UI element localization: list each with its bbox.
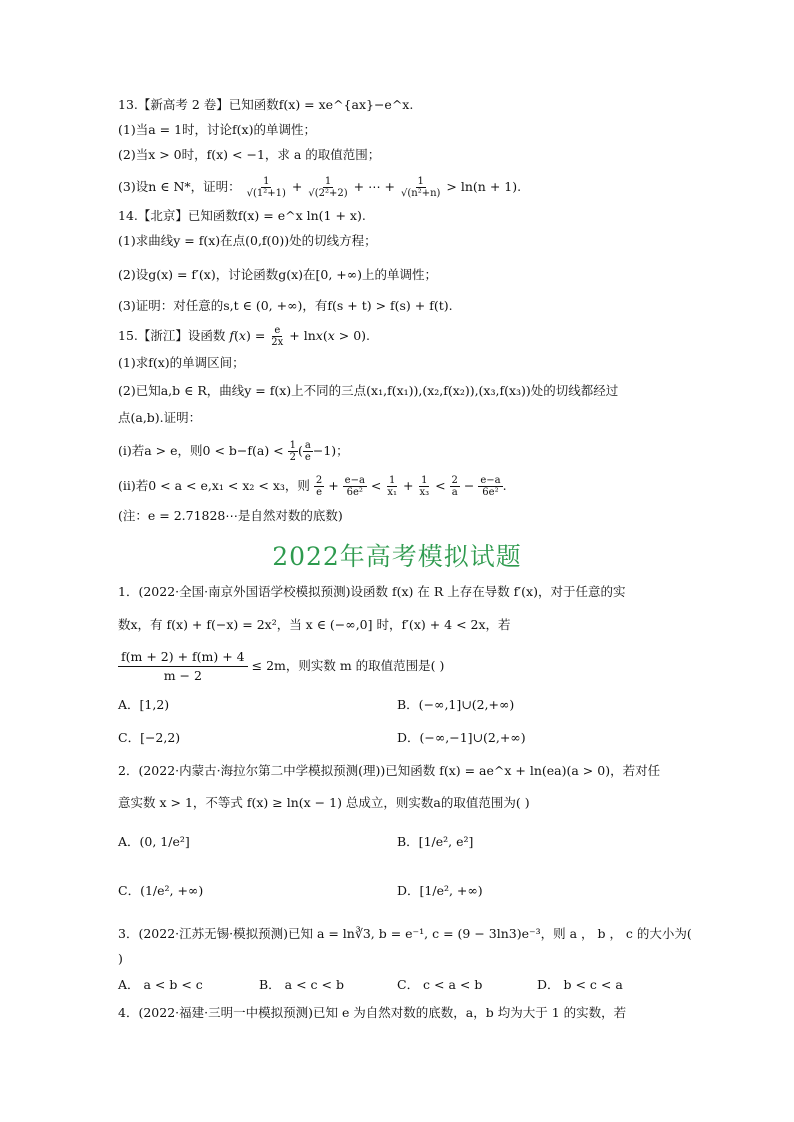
mock-q2-option-b: B．[1/e², e²] [397, 834, 474, 849]
fraction-1-over-x3: $\frac{1}{\text{x₃}}$ [419, 475, 430, 498]
fraction-e-minus-a: $\frac{e-a}{\text{6e²}}$ [344, 475, 365, 498]
problem-13-part-3: (3)设n ∈ N*，证明： $\frac{1}{\text{√(1²+1)}}$ + $\frac{1}{\text{√(2²+2)}}$ + ⋯ + $\frac{1}{\text{√(n²+n)}}$ > ln(n + 1). [118, 176, 522, 199]
mock-q2-line-1: 2．(2022·内蒙古·海拉尔第二中学模拟预测(理))已知函数 f(x) = ae^x + ln(ea)(a > 0)，若对任 [118, 763, 661, 778]
problem-14-title: 14.【北京】已知函数f(x) = e^x ln(1 + x). [118, 208, 366, 223]
problem-15-title-text: 15.【浙江】设函数 [118, 328, 226, 343]
problem-15-sub-ii: (ⅱ)若0 < a < e,x₁ < x₂ < x₃，则 $\frac{2}{e}$ + $\frac{e-a}{\text{6e²}}$ < $\frac{1}{\text{x₁}}$ + $\frac{1}{\text{x₃}}$ < $\frac{2}{a}$ − $\frac{e-a}{\text{6e²}}$ . [118, 475, 507, 498]
fraction-term-2: $\frac{1}{\text{√(2²+2)}}$ [308, 176, 348, 199]
section-title: 2022年高考模拟试题 [272, 542, 522, 571]
problem-13-part-2: (2)当x > 0时，f(x) < −1，求 a 的取值范围； [118, 147, 381, 162]
mock-q2-option-c: C．(1/e², +∞) [118, 883, 204, 898]
fraction-half: $\frac{1}{2}$ [289, 440, 297, 463]
mock-q2-line-2: 意实数 x > 1，不等式 f(x) ≥ ln(x − 1) 总成立，则实数a的取值范围为( ) [118, 795, 530, 810]
problem-14-part-2: (2)设g(x) = f′(x)，讨论函数g(x)在[0, +∞)上的单调性； [118, 267, 438, 282]
mock-q3-line-1: 3．(2022·江苏无锡·模拟预测)已知 a = ln∛3, b = e⁻¹, c = (9 − 3ln3)e⁻³，则 a ， b ， c 的大小为( [118, 926, 692, 941]
problem-13-part-1: (1)当a = 1时，讨论f(x)的单调性； [118, 122, 316, 137]
mock-q2-option-a: A．(0, 1/e²] [118, 834, 190, 849]
fraction-1-over-x1: $\frac{1}{\text{x₁}}$ [387, 475, 398, 498]
mock-q2-option-d: D．[1/e², +∞) [397, 883, 483, 898]
note: (注：e = 2.71828⋯是自然对数的底数) [118, 508, 343, 523]
mock-q3-option-a: A． a < b < c [118, 977, 203, 992]
fraction-term-1: $\frac{1}{\text{√(1²+1)}}$ [246, 176, 286, 199]
mock-q1-tail: ≤ 2m，则实数 m 的取值范围是( ) [251, 658, 445, 673]
mock-q1-numerator: f(m + 2) + f(m) + 4 [118, 648, 248, 667]
problem-15-part-2: (2)已知a,b ∈ R，曲线y = f(x)上不同的三点(x₁,f(x₁)),(x₂,f(x₂)),(x₃,f(x₃))处的切线都经过 [118, 383, 619, 398]
mock-q3-line-2: ) [118, 951, 123, 966]
problem-13-part-3-text: (3)设n ∈ N*，证明： [118, 179, 241, 194]
mock-q1-option-d: D．(−∞,−1]∪(2,+∞) [397, 730, 526, 745]
mock-q1-fraction [118, 648, 248, 685]
problem-15-sub-i: (ⅰ)若a > e，则0 < b−f(a) < $\frac{1}{2}$ ( $\frac{a}{e}$ −1)； [118, 440, 349, 463]
problem-15-sub-i-text: (ⅰ)若a > e，则0 < b−f(a) < [118, 443, 284, 458]
mock-q1-denominator: m − 2 [163, 668, 202, 683]
problem-14-part-1: (1)求曲线y = f(x)在点(0,f(0))处的切线方程； [118, 233, 377, 248]
fraction-e-minus-a-2: $\frac{e-a}{\text{6e²}}$ [480, 475, 501, 498]
mock-q3-option-d: D． b < c < a [537, 977, 623, 992]
fraction-term-n: $\frac{1}{\text{√(n²+n)}}$ [401, 176, 441, 199]
mock-q1-option-b: B．(−∞,1]∪(2,+∞) [397, 697, 515, 712]
problem-14-part-3: (3)证明：对任意的s,t ∈ (0, +∞)，有f(s + t) > f(s) + f(t). [118, 298, 453, 313]
problem-15-sub-ii-text: (ⅱ)若0 < a < e,x₁ < x₂ < x₃，则 [118, 478, 310, 493]
mock-q4-line-1: 4．(2022·福建·三明一中模拟预测)已知 e 为自然对数的底数，a，b 均为大于 1 的实数，若 [118, 1005, 627, 1020]
fraction-2-over-e: $\frac{2}{e}$ [315, 475, 323, 498]
problem-15-title: 15.【浙江】设函数 f(x) = $\frac{e}{2x}$ + lnx(x > 0). [118, 325, 371, 348]
mock-q1-line-1: 1．(2022·全国·南京外国语学校模拟预测)设函数 f(x) 在 R 上存在导数 f′(x)，对于任意的实 [118, 584, 626, 599]
problem-15-part-2-cont: 点(a,b).证明： [118, 410, 202, 425]
problem-15-part-1: (1)求f(x)的单调区间； [118, 355, 245, 370]
fraction-2-over-a: $\frac{2}{a}$ [451, 475, 458, 498]
mock-q3-option-c: C． c < a < b [397, 977, 483, 992]
problem-13-title: 13.【新高考 2 卷】已知函数f(x) = xe^{ax}−e^x. [118, 97, 414, 112]
fraction-a-over-e: $\frac{a}{e}$ [304, 440, 311, 463]
mock-q3-option-b: B． a < c < b [259, 977, 344, 992]
mock-q1-option-a: A．[1,2) [118, 697, 170, 712]
mock-q1-line-2: 数x，有 f(x) + f(−x) = 2x²，当 x ∈ (−∞,0] 时，f′(x) + 4 < 2x，若 [118, 617, 511, 632]
mock-q1-line-3 [118, 648, 444, 685]
mock-q1-option-c: C．[−2,2) [118, 730, 181, 745]
fraction-e-over-2x: $\frac{e}{2x}$ [271, 325, 284, 348]
